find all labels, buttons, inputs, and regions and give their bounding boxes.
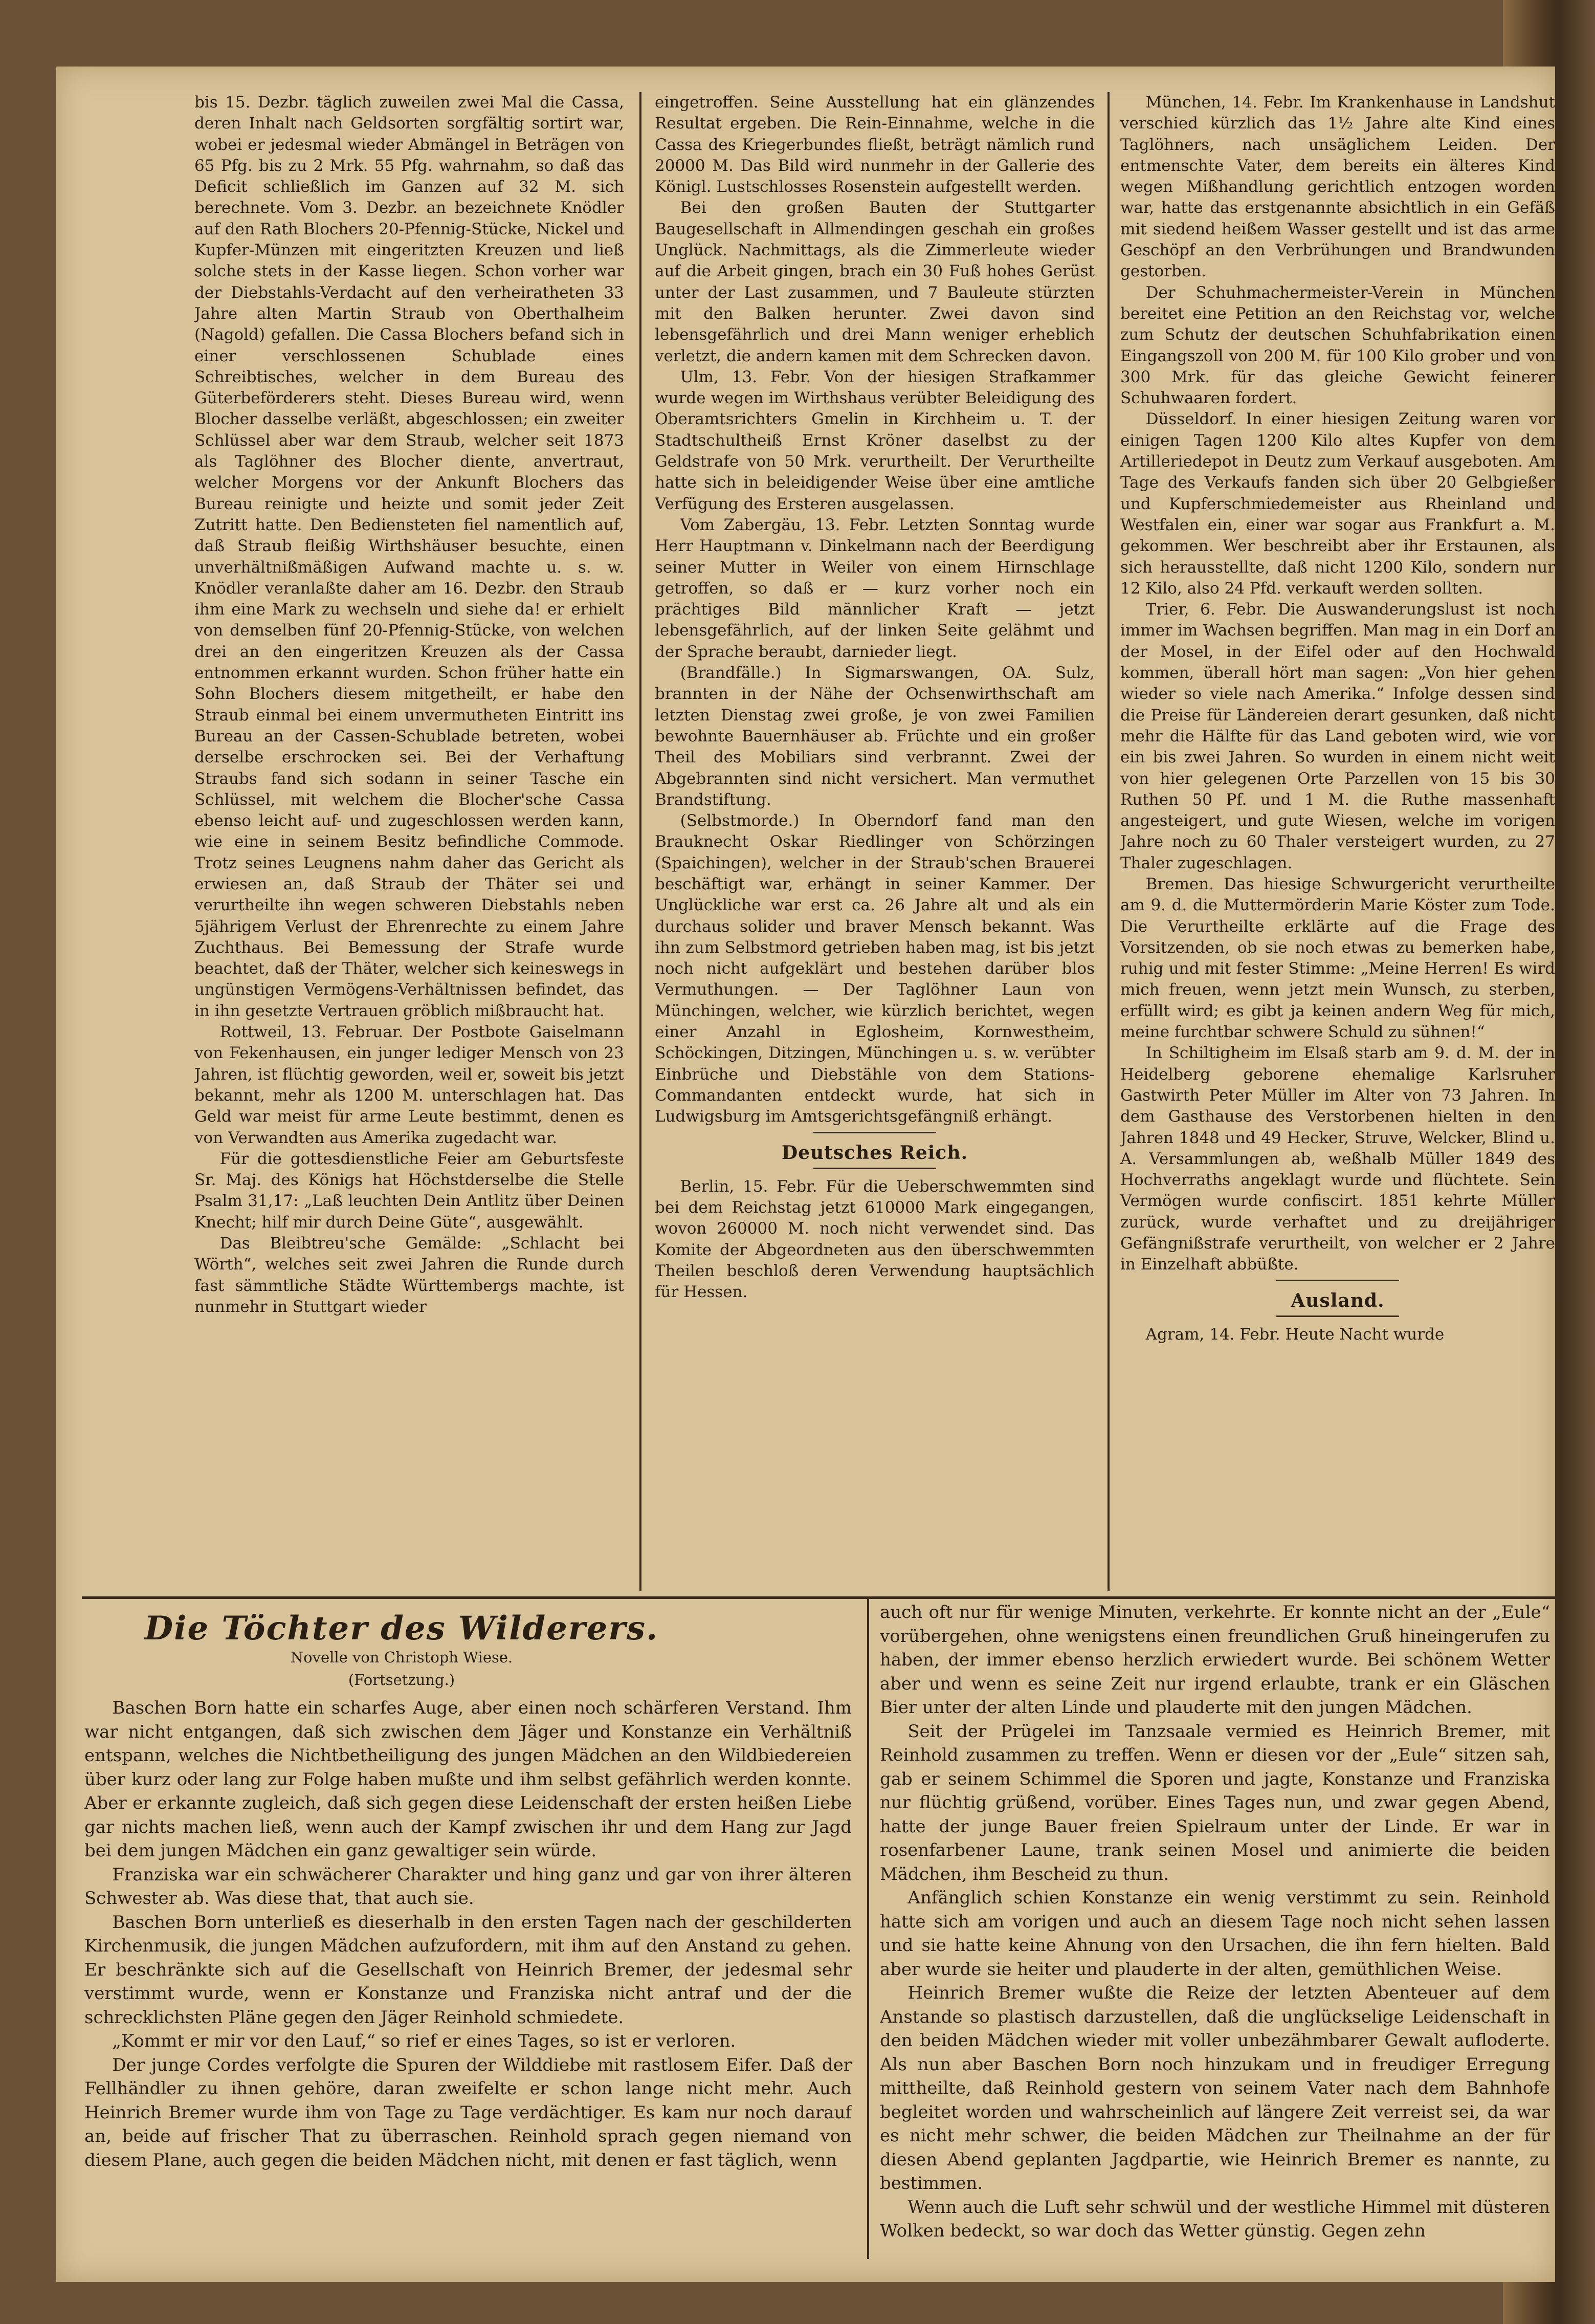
story-paragraph: „Kommt er mir vor den Lauf,“ so rief er eines Tages, so ist er verloren. (112, 2031, 736, 2051)
story-byline: Novelle von Christoph Wiese. (290, 1649, 513, 1666)
story-paragraph: Anfänglich schien Konstanze ein wenig verstimmt zu sein. Reinhold hatte sich am vorigen und auch an diesem Tage noch nicht sehen lassen und sie hatte keine Ahnung von den Ursachen, die ihn fern hielten. Bald aber wurde sie heiter und plauderte in der alten, gemüthlichen Weise. (880, 1888, 1550, 1980)
story-column-divider (867, 1599, 869, 2259)
article-paragraph: Bremen. Das hiesige Schwurgericht verurtheilte am 9. d. die Muttermörderin Marie Köster zum Tode. Die Verurtheilte erklärte auf die Frage des Vorsitzenden, ob sie noch etwas zu bemerken habe, ruhig und mit fester Stimme: „Meine Herren! Es wird mich freuen, wenn jetzt mein Wunsch, zu sterben, erfüllt wird; es gibt ja keinen andern Weg für mich, meine furchtbar schwere Schuld zu sühnen!“ (1120, 874, 1555, 1042)
section-rule (813, 1132, 936, 1133)
story-paragraph: Franziska war ein schwächerer Charakter und hing ganz und gar von ihrer älteren Schwester ab. Was diese that, that auch sie. (84, 1864, 852, 1909)
column-2 (655, 92, 1095, 1591)
article-paragraph: (Selbstmorde.) In Oberndorf fand man den Brauknecht Oskar Riedlinger von Schörzingen (Spaichingen), welcher in der Straub'schen Brauerei beschäftigt war, erhängt in seiner Kammer. Der Unglückliche war erst ca. 26 Jahre alt und als ein durchaus solider und braver Mensch bekannt. Was ihn zum Selbstmord getrieben haben mag, ist bis jetzt noch nicht aufgeklärt und bestehen darüber blos Vermuthungen. — Der Taglöhner Laun von Münchingen, welcher, wie kürzlich berichtet, wegen einer Anzahl in Eglosheim, Kornwestheim, Schöckingen, Ditzingen, Münchingen u. s. w. verübter Einbrüche und Diebstähle von dem Stations-Commandanten entdeckt wurde, hat sich in Ludwigsburg im Amtsgerichtsgefängniß erhängt. (655, 812, 1095, 1126)
story-column-right (880, 1601, 1550, 2261)
article-paragraph: eingetroffen. Seine Ausstellung hat ein glänzendes Resultat ergeben. Die Rein-Einnahme, welche in die Cassa des Kriegerbundes fließt, beträgt nämlich rund 20000 M. Das Bild wird nunmehr in der Gallerie des Königl. Lustschlosses Rosenstein aufgestellt werden. (655, 93, 1095, 196)
story-paragraph: Seit der Prügelei im Tanzsaale vermied es Heinrich Bremer, mit Reinhold zusammen zu treffen. Wenn er diesen vor der „Eule“ sitzen sah, gab er seinem Schimmel die Sporen und jagte, Konstanze und Franziska nur flüchtig grüßend, vorüber. Eines Tages nun, und zwar gegen Abend, hatte der junge Bauer freien Spielraum unter der Linde. Er war in rosenfarbener Laune, trank seinen Mosel und animierte die beiden Mädchen, ihm Bescheid zu thun. (880, 1721, 1550, 1884)
story-column-left (84, 1696, 852, 2259)
article-paragraph: Für die gottesdienstliche Feier am Geburtsfeste Sr. Maj. des Königs hat Höchstderselbe die Stelle Psalm 31,17: „Laß leuchten Dein Antlitz über Deinen Knecht; hilf mir durch Deine Güte“, ausgewählt. (194, 1149, 624, 1232)
feuilleton-divider (82, 1596, 1555, 1599)
story-paragraph: Baschen Born unterließ es dieserhalb in den ersten Tagen nach der geschilderten Kirchenmusik, die jungen Mädchen aufzufordern, mit ihm auf den Anstand zu gehen. Er beschränkte sich auf die Gesellschaft von Heinrich Bremer, der jedesmal sehr verstimmt wurde, wenn er Konstanze und Franziska nicht antraf und der die schrecklichsten Pläne gegen den Jäger Reinhold schmiedete. (84, 1912, 852, 2028)
article-paragraph: Vom Zabergäu, 13. Febr. Letzten Sonntag wurde Herr Hauptmann v. Dinkelmann nach der Beerdigung seiner Mutter in Weiler von einem Hirnschlage getroffen, so daß er — kurz vorher noch ein prächtiges Bild männlicher Kraft — jetzt lebensgefährlich, auf der linken Seite gelähmt und der Sprache beraubt, darnieder liegt. (655, 515, 1095, 661)
section-rule (813, 1168, 936, 1169)
story-title: Die Töchter des Wilderers. (144, 1609, 659, 1648)
article-paragraph: In Schiltigheim im Elsaß starb am 9. d. M. der in Heidelberg geborene ehemalige Karlsruher Gastwirth Peter Müller im Alter von 73 Jahren. In dem Gasthause des Verstorbenen hielten in den Jahren 1848 und 49 Hecker, Struve, Welcker, Blind u. A. Versammlungen ab, weßhalb Müller 1849 des Hochverraths angeklagt wurde und flüchtete. Sein Vermögen wurde confiscirt. 1851 kehrte Müller zurück, wurde verhaftet und zu dreijähriger Gefängnißstrafe verurtheilt, von welcher er 2 Jahre in Einzelhaft abbüßte. (1120, 1044, 1555, 1274)
column-divider (1107, 92, 1110, 1591)
article-paragraph: Agram, 14. Febr. Heute Nacht wurde (1145, 1325, 1445, 1344)
column-1 (194, 92, 624, 1591)
article-paragraph: Bei den großen Bauten der Stuttgarter Baugesellschaft in Allmendingen geschah ein großes Unglück. Nachmittags, als die Zimmerleute wieder auf die Arbeit gingen, brach ein 30 Fuß hohes Gerüst unter der Last zusammen, und 7 Bauleute stürzten mit den Balken herunter. Zwei davon sind lebensgefährlich und drei Mann weniger erheblich verletzt, die andern kamen mit dem Schrecken davon. (655, 199, 1095, 365)
story-paragraph: Heinrich Bremer wußte die Reize der letzten Abenteuer auf dem Anstande so plastisch darzustellen, daß die unglückselige Leidenschaft in den beiden Mädchen wieder mit voller unbezähmbarer Gewalt aufloderte. Als nun aber Baschen Born noch hinzukam und in freudiger Erregung mittheilte, daß Reinhold gestern von seinem Vater nach dem Bahnhofe begleitet worden und wahrscheinlich auf längere Zeit verreist sei, da war es nicht mehr schwer, die beiden Mädchen zur Theilnahme an der für diesen Abend geplanten Jagdpartie, wie Heinrich Bremer es nannte, zu bestimmen. (880, 1983, 1550, 2194)
story-continuation-note: (Fortsetzung.) (348, 1671, 455, 1689)
article-paragraph: Rottweil, 13. Februar. Der Postbote Gaiselmann von Fekenhausen, ein junger lediger Mensch von 23 Jahren, ist flüchtig geworden, weil er, soweit bis jetzt bekannt, mehr als 1200 M. unterschlagen hat. Das Geld war meist für arme Leute bestimmt, denen es von Verwandten aus Amerika zugedacht war. (194, 1023, 624, 1147)
story-paragraph: auch oft nur für wenige Minuten, verkehrte. Er konnte nicht an der „Eule“ vorübergehen, ohne wenigstens einen freundlichen Gruß hineingerufen zu haben, der immer ebenso herzlich erwiedert wurde. Bei schönem Wetter aber und wenn es seine Zeit nur irgend erlaubte, trank er ein Gläschen Bier unter der alten Linde und plauderte mit den jungen Mädchen. (880, 1602, 1550, 1718)
article-paragraph: Der Schuhmachermeister-Verein in München bereitet eine Petition an den Reichstag vor, welche zum Schutz der deutschen Schuhfabrikation einen Eingangszoll von 200 M. für 100 Kilo grober und von 300 Mrk. für das gleiche Gewicht feinerer Schuhwaaren fordert. (1120, 283, 1555, 408)
story-paragraph: Baschen Born hatte ein scharfes Auge, aber einen noch schärferen Verstand. Ihm war nicht entgangen, daß sich zwischen dem Jäger und Konstanze ein Verhältniß entspann, welches die Nichtbetheiligung des jungen Mädchen an den Wildbiedereien über kurz oder lang zur Folge haben mußte und ihm selbst gefährlich werden konnte. Aber er erkannte zugleich, daß sich gegen diese Leidenschaft der ersten heißen Liebe gar nichts machen ließ, wenn auch der Kampf zwischen ihr und dem Hang zur Jagd bei dem jungen Mädchen ein ganz gewaltiger sein würde. (84, 1698, 852, 1861)
section-rule (1276, 1280, 1399, 1281)
story-paragraph: Der junge Cordes verfolgte die Spuren der Wilddiebe mit rastlosem Eifer. Daß der Fellhändler zu ihnen gehöre, daran zweifelte er schon lange nicht mehr. Auch Heinrich Bremer wurde ihm von Tage zu Tage verdächtiger. Es kam nur noch darauf an, beide auf frischer That zu überraschen. Reinhold sprach gegen niemand von diesem Plane, auch gegen die beiden Mädchen nicht, mit denen er fast täglich, wenn (84, 2054, 852, 2170)
article-paragraph: Berlin, 15. Febr. Für die Ueberschwemmten sind bei dem Reichstag jetzt 610000 Mark eingegangen, wovon 260000 M. noch nicht verwendet sind. Das Komite der Abgeordneten aus den überschwemmten Theilen beschloß deren Verwendung hauptsächlich für Hessen. (655, 1177, 1095, 1302)
column-divider (639, 92, 641, 1591)
article-paragraph: Das Bleibtreu'sche Gemälde: „Schlacht bei Wörth“, welches seit zwei Jahren die Runde durch fast sämmtliche Städte Württembergs machte, ist nunmehr in Stuttgart wieder (194, 1234, 624, 1316)
article-paragraph: (Brandfälle.) In Sigmarswangen, OA. Sulz, brannten in der Nähe der Ochsenwirthschaft am letzten Dienstag zwei große, je von zwei Familien bewohnte Bauernhäuser ab. Früchte und ein großer Theil des Mobiliars sind verbrannt. Zwei der Abgebrannten sind nicht versichert. Man vermuthet Brandstiftung. (655, 664, 1095, 809)
article-paragraph: Trier, 6. Febr. Die Auswanderungslust ist noch immer im Wachsen begriffen. Man mag in ein Dorf an der Mosel, in der Eifel oder auf den Hochwald kommen, überall hört man sagen: „Von hier gehen wieder so viele nach Amerika.“ Infolge dessen sind die Preise für Ländereien derart gesunken, daß nicht mehr die Hälfte für das Land geboten wird, wie vor ein bis zwei Jahren. So wurden in einem nicht weit von hier gelegenen Orte Parzellen von 15 bis 30 Ruthen 50 Pf. und 1 M. die Ruthe massenhaft angesteigert, und gute Wiesen, welche im vorigen Jahre noch zu 60 Thaler versteigert wurden, zu 27 Thaler zugeschlagen. (1120, 600, 1555, 872)
section-heading: Deutsches Reich. (781, 1142, 968, 1164)
section-heading: Ausland. (1291, 1289, 1385, 1311)
column-3 (1120, 92, 1555, 1591)
section-rule (1276, 1316, 1399, 1317)
article-paragraph: bis 15. Dezbr. täglich zuweilen zwei Mal die Cassa, deren Inhalt nach Geldsorten sorgfältig sortirt war, wobei er jedesmal wieder Abmängel in Beträgen von 65 Pfg. bis zu 2 Mrk. 55 Pfg. wahrnahm, so daß das Deficit schließlich im Ganzen auf 32 M. sich berechnete. Vom 3. Dezbr. an bezeichnete Knödler auf den Rath Blochers 20-Pfennig-Stücke, Nickel und Kupfer-Münzen mit eingeritzten Kreuzen und ließ solche stets in der Kasse liegen. Schon vorher war der Diebstahls-Verdacht auf den verheiratheten 33 Jahre alten Martin Straub von Oberthalheim (Nagold) gefallen. Die Cassa Blochers befand sich in einer verschlossenen Schublade eines Schreibtisches, welcher in dem Bureau des Güterbeförderers steht. Dieses Bureau wird, wenn Blocher dasselbe verläßt, abgeschlossen; ein zweiter Schlüssel aber war dem Straub, welcher seit 1873 als Taglöhner des Blocher diente, anvertraut, welcher Morgens vor der Ankunft Blochers das Bureau reinigte und heizte und somit jeder Zeit Zutritt hatte. Den Bediensteten fiel namentlich auf, daß Straub fleißig Wirthshäuser besuchte, einen unverhältnißmäßigen Aufwand machte u. s. w. Knödler veranlaßte daher am 16. Dezbr. den Straub ihm eine Mark zu wechseln und siehe da! er erhielt von demselben fünf 20-Pfennig-Stücke, von welchen drei an den eingeritzen Kreuzen als der Cassa entnommen erkannt wurden. Schon früher hatte ein Sohn Blochers diesem mitgetheilt, er habe den Straub einmal bei einem unvermutheten Eintritt ins Bureau an der Cassen-Schublade betreten, wobei derselbe erschrocken sei. Bei der Verhaftung Straubs fand sich sodann in seiner Tasche ein Schlüssel, mit welchem die Blocher'sche Cassa ebenso leicht auf- und zugeschlossen werden kann, wie eine in seinem Besitz befindliche Commode. Trotz seines Leugnens nahm daher das Gericht als erwiesen an, daß Straub der Thäter sei und verurtheilte ihn wegen schweren Diebstahls neben 5jährigem Verlust der Ehrenrechte zu einem Jahre Zuchthaus. Bei Bemessung der Strafe wurde beachtet, daß der Thäter, welcher sich keineswegs in ungünstigen Vermögens-Verhältnissen befindet, das in ihn gesetzte Vertrauen gröblich mißbraucht hat. (194, 93, 624, 1020)
article-paragraph: Ulm, 13. Febr. Von der hiesigen Strafkammer wurde wegen im Wirthshaus verübter Beleidigung des Oberamtsrichters Gmelin in Kirchheim u. T. der Stadtschultheiß Ernst Kröner daselbst zu der Geldstrafe von 50 Mrk. verurtheilt. Der Verurtheilte hatte sich in beleidigender Weise über eine amtliche Verfügung des Ersteren ausgelassen. (655, 367, 1095, 513)
article-paragraph: München, 14. Febr. Im Krankenhause in Landshut verschied kürzlich das 1½ Jahre alte Kind eines Taglöhners, nach unsäglichem Leiden. Der entmenschte Vater, dem bereits ein älteres Kind wegen Mißhandlung gerichtlich entzogen worden war, hatte das erstgenannte absichtlich in ein Gefäß mit siedend heißem Wasser gestellt und ist das arme Geschöpf an den Verbrühungen und Brandwunden gestorben. (1120, 93, 1555, 281)
article-paragraph: Düsseldorf. In einer hiesigen Zeitung waren vor einigen Tagen 1200 Kilo altes Kupfer von dem Artilleriedepot in Deutz zum Verkauf ausgeboten. Am Tage des Verkaufs fanden sich über 20 Gelbgießer und Kupferschmiedemeister aus Rheinland und Westfalen ein, einer war sogar aus Frankfurt a. M. gekommen. Wer beschreibt aber ihr Erstaunen, als sich herausstellte, daß nicht 1200 Kilo, sondern nur 12 Kilo, also 24 Pfd. verkauft werden sollten. (1120, 410, 1555, 598)
story-paragraph: Wenn auch die Luft sehr schwül und der westliche Himmel mit düsteren Wolken bedeckt, so war doch das Wetter günstig. Gegen zehn (880, 2197, 1550, 2241)
